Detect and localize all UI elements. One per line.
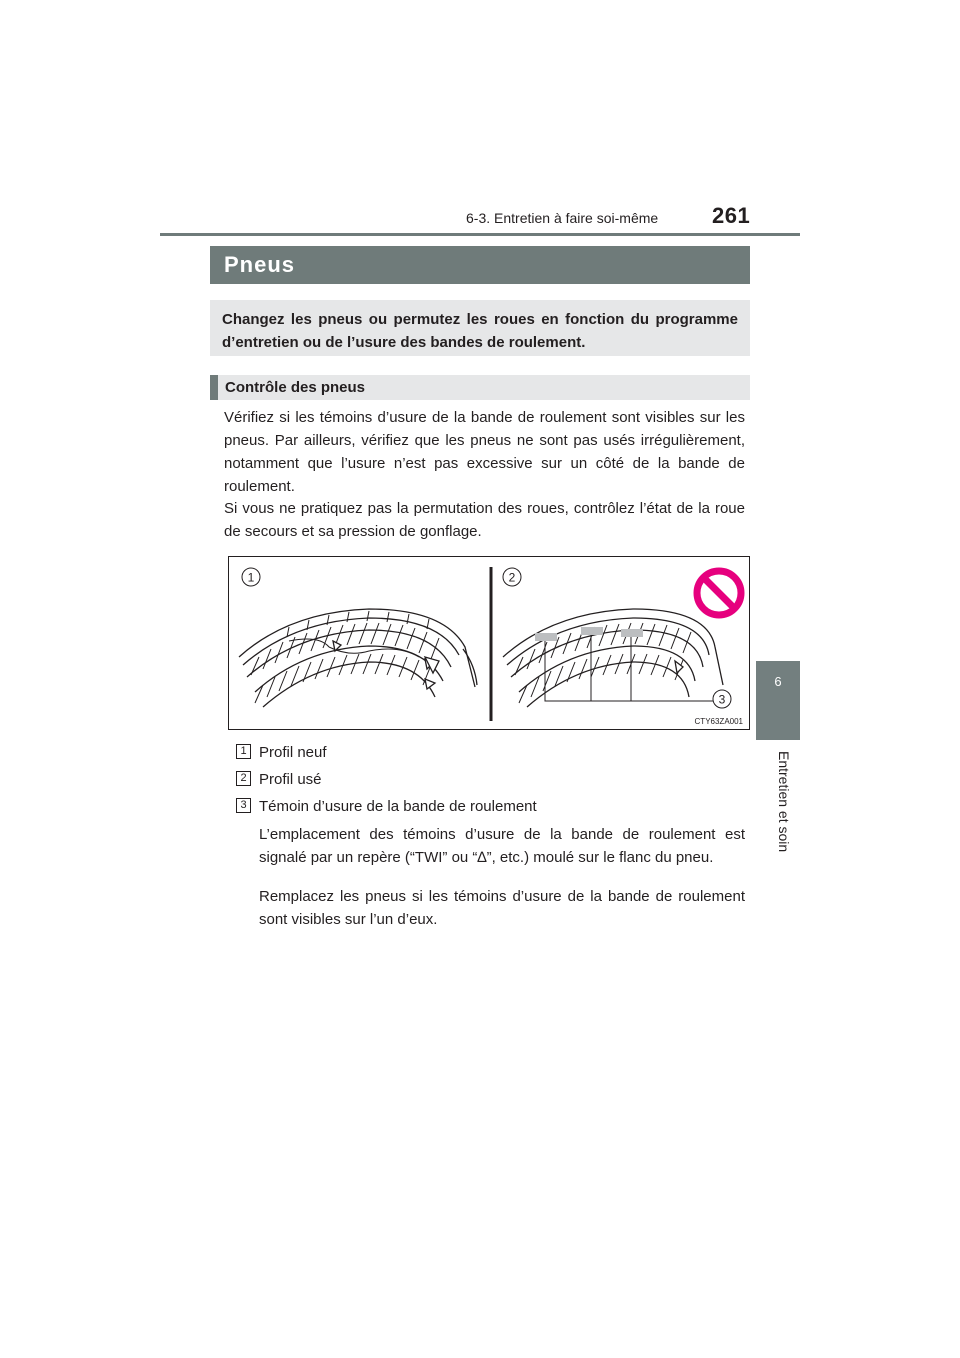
tire-drawing (229, 557, 749, 729)
legend-number: 3 (236, 798, 251, 813)
legend-text: Témoin d’usure de la bande de roulement (259, 798, 537, 815)
note-paragraph: Remplacez les pneus si les témoins d’usure de la bande de roulement sont visibles sur l’un d’eux. (259, 888, 745, 928)
legend-item (236, 796, 746, 818)
body-paragraph: Si vous ne pratiquez pas la permutation des roues, contrôlez l’état de la roue de secours et sa pression de gonflage. (224, 500, 745, 540)
page-number: 261 (712, 203, 751, 228)
page-title: Pneus (210, 246, 750, 284)
legend-number: 1 (236, 744, 251, 759)
note-paragraph: L’emplacement des témoins d’usure de la bande de roulement est signalé par un repère (“TWI” ou “∆”, etc.) moulé sur le flanc du pneu. (259, 826, 745, 866)
body-paragraph: Vérifiez si les témoins d’usure de la bande de roulement sont visibles sur les pneus. Par ailleurs, vérifiez que les pneus ne sont pas usés irrégulièrement, notamment que l’usure n’est pas excessive sur un côté de la bande de roulement. (224, 409, 745, 495)
legend-item (236, 742, 746, 764)
callout-2 (503, 568, 521, 586)
chapter-label: Entretien et soin (776, 751, 792, 853)
intro-summary: Changez les pneus ou permutez les roues en fonction du programme d’entretien ou de l’usure des bandes de roulement. (210, 300, 750, 356)
legend-number: 2 (236, 771, 251, 786)
figure-code: CTY63ZA001 (694, 717, 743, 726)
chapter-side-tab (756, 661, 800, 1033)
worn-tread-tire (503, 609, 723, 707)
callout-3 (713, 690, 731, 708)
section-reference: 6-3. Entretien à faire soi-même (466, 210, 659, 226)
new-tread-tire (239, 609, 477, 707)
legend-text: Profil neuf (259, 744, 327, 761)
legend-text: Profil usé (259, 771, 322, 788)
callout-1 (242, 568, 260, 586)
svg-text:3: 3 (718, 692, 726, 707)
tire-illustration (228, 556, 750, 730)
svg-text:2: 2 (508, 570, 516, 585)
svg-text:1: 1 (247, 570, 255, 585)
header-rule (160, 233, 800, 236)
no-entry-icon (697, 571, 741, 615)
legend-item (236, 769, 746, 791)
chapter-number: 6 (756, 661, 800, 740)
subheading: Contrôle des pneus (210, 375, 750, 400)
